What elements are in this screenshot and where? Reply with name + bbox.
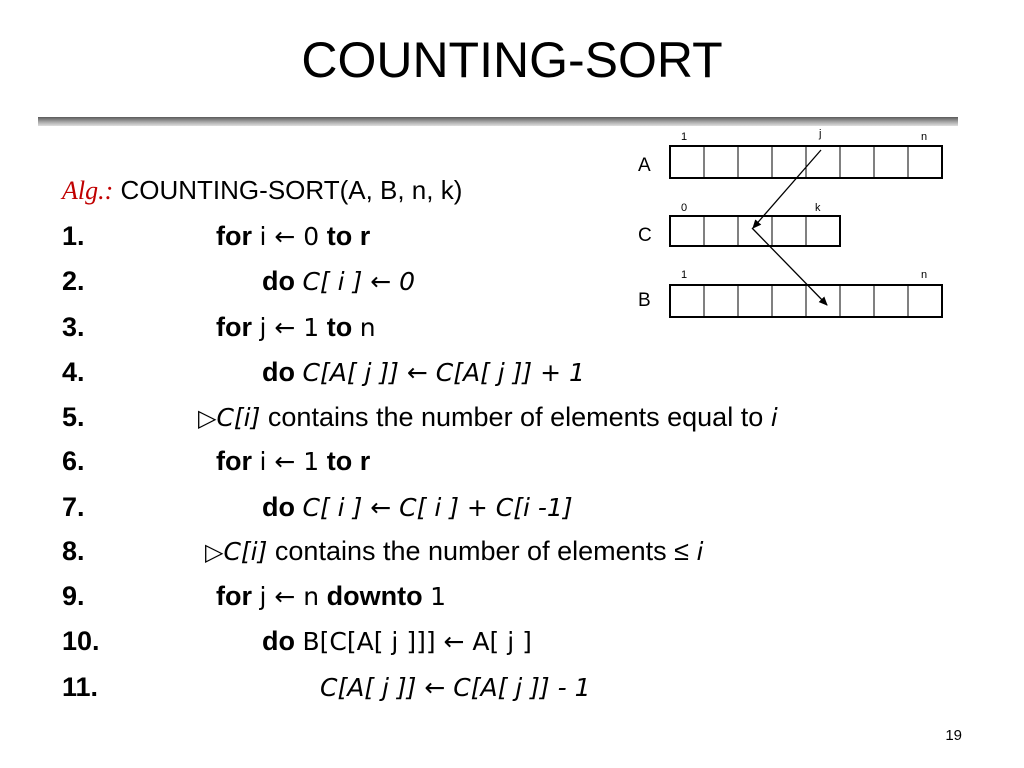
slide-title: COUNTING-SORT — [301, 32, 723, 88]
array-c-end-label: k — [815, 202, 821, 214]
code-expr: B[C[A[ j ]]] ← A[ j ] — [302, 627, 532, 656]
keyword-to: to r — [326, 221, 371, 251]
keyword-do: do — [262, 626, 295, 656]
code-expr: 1 — [430, 582, 447, 611]
code-expr: n — [359, 313, 376, 342]
comment-triangle-icon: ▷ — [205, 538, 224, 566]
algorithm-label: Alg.: — [62, 176, 114, 205]
code-expr: i ← 0 — [259, 222, 320, 251]
line-number: 11. — [62, 672, 99, 702]
code-expr: C[ i ] ← 0 — [302, 267, 416, 296]
keyword-do: do — [262, 492, 295, 522]
line-number: 2. — [62, 266, 85, 296]
arrow-c-to-b — [752, 228, 827, 305]
line-number: 7. — [62, 492, 85, 522]
keyword-do: do — [262, 357, 295, 387]
code-expr: C[ i ] ← C[ i ] + C[i -1] — [302, 493, 573, 522]
code-expr: j ← n — [259, 582, 320, 611]
keyword-for: for — [216, 312, 252, 342]
code-expr: C[A[ j ]] ← C[A[ j ]] - 1 — [320, 673, 591, 702]
code-expr: C[A[ j ]] ← C[A[ j ]] + 1 — [302, 358, 585, 387]
comment-triangle-icon: ▷ — [198, 404, 217, 432]
line-number: 6. — [62, 446, 85, 476]
array-c-name: C — [638, 225, 652, 246]
array-c-start-label: 0 — [681, 202, 688, 214]
array-b-cells — [670, 285, 942, 317]
algorithm-signature-line — [62, 173, 462, 208]
array-a-name: A — [638, 155, 651, 176]
array-a-end-label: n — [921, 131, 928, 143]
line-number: 8. — [62, 536, 85, 566]
keyword-for: for — [216, 446, 252, 476]
line-number: 3. — [62, 312, 85, 342]
keyword-do: do — [262, 266, 295, 296]
array-b-start-label: 1 — [681, 269, 688, 281]
array-b-end-label: n — [921, 269, 928, 281]
array-a-j-label: j — [819, 128, 822, 140]
code-expr: C[i] — [216, 403, 261, 432]
code-expr: i — [696, 537, 704, 566]
array-b-name: B — [638, 290, 651, 311]
array-a-start-label: 1 — [681, 131, 688, 143]
line-number: 5. — [62, 402, 85, 432]
line-number: 4. — [62, 357, 85, 387]
comment-text: contains the number of elements ≤ — [274, 536, 689, 566]
line-number: 10. — [62, 626, 100, 656]
array-a-cells — [670, 146, 942, 178]
page-number: 19 — [945, 727, 962, 744]
code-expr: i ← 1 — [259, 447, 320, 476]
comment-text: contains the number of elements equal to — [267, 402, 764, 432]
code-expr: C[i] — [223, 537, 268, 566]
keyword-downto: downto — [326, 581, 423, 611]
keyword-for: for — [216, 581, 252, 611]
keyword-to: to r — [326, 446, 371, 476]
line-number: 1. — [62, 221, 85, 251]
line-number: 9. — [62, 581, 85, 611]
code-expr: j ← 1 — [259, 313, 320, 342]
keyword-for: for — [216, 221, 252, 251]
algorithm-signature: COUNTING-SORT(A, B, n, k) — [120, 175, 463, 205]
keyword-to: to — [326, 312, 353, 342]
code-expr: i — [770, 403, 778, 432]
